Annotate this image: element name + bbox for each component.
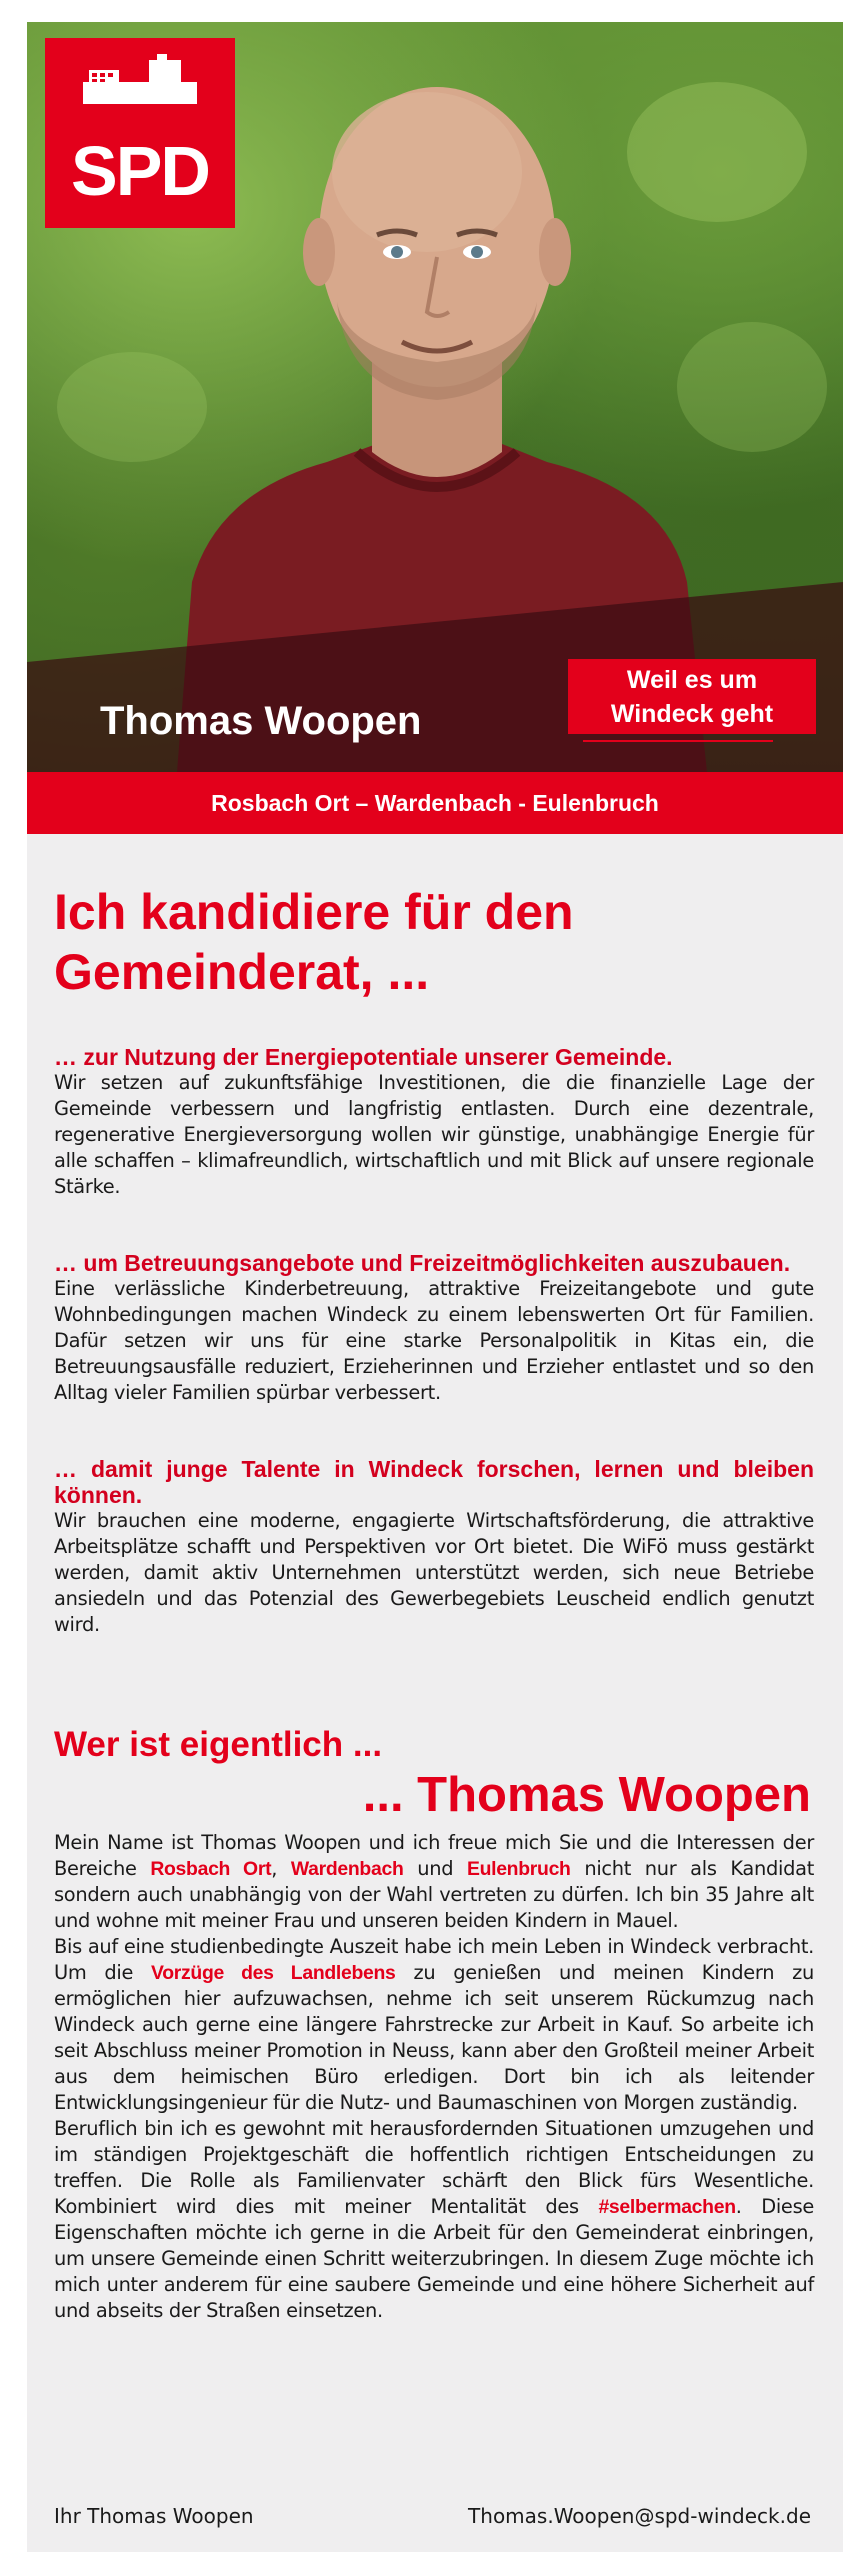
email-link[interactable]: Thomas.Woopen@spd-windeck.de xyxy=(468,2504,811,2528)
highlight-wardenbach: Wardenbach xyxy=(290,1858,404,1880)
slogan-line-1: Weil es um xyxy=(626,666,758,694)
candidate-name: Thomas Woopen xyxy=(100,699,422,743)
highlight-landleben: Vorzüge des Landlebens xyxy=(151,1962,396,1984)
highlight-eulenbruch: Eulenbruch xyxy=(466,1858,571,1880)
about-text xyxy=(54,1830,814,2324)
section-text: Eine verlässliche Kinderbetreuung, attraktive Freizeitangebote und gute Wohnbedingungen machen Windeck zu einem lebenswerten Ort für Familien. Dafür setzen wir uns für eine starke Personalpolitik in Kitas ein, die Betreuungsausfälle reduziert, Erzieherinnen und Erzieher entlastet und so den Alltag vieler Familien spürbar verbessert. xyxy=(54,1277,814,1404)
slogan-box xyxy=(568,659,816,734)
about-paragraph-2: Bis auf eine studienbedingte Auszeit habe ich mein Leben in Windeck verbracht. Um die Vorzüge des Landlebens zu genießen und meinen Kindern zu ermöglichen hier aufzuwachsen, nehme ich seit unserem Rückumzug nach Windeck auch gerne eine längere Fahrstrecke zur Arbeit in Kauf. So arbeite ich seit Abschluss meiner Promotion in Neuss, kann aber den Großteil meiner Arbeit aus dem heimischen Büro erledigen. Dort bin ich als leitender Entwicklungsingenieur für die Nutz- und Baumaschinen von Morgen zuständig. xyxy=(54,1935,815,2114)
about-paragraph-3: Beruflich bin ich es gewohnt mit herausfordernden Situationen umzugehen und im ständigen Projektgeschäft die hoffentlich richtigen Entscheidungen zu treffen. Die Rolle als Familienvater schärft den Blick fürs Wesentliche. Kombiniert wird dies mit meiner Mentalität des #selbermachen. Diese Eigenschaften möchte ich gerne in die Arbeit für den Gemeinderat einbringen, um unsere Gemeinde einen Schritt weiterzubringen. In diesem Zuge möchte ich mich unter anderem für eine saubere Gemeinde und eine höhere Sicherheit auf und abseits der Straßen einsetzen. xyxy=(54,2117,814,2322)
intro-heading-line-2: Gemeinderat, ... xyxy=(54,944,430,1000)
flyer-card xyxy=(27,22,843,2552)
hero-photo xyxy=(27,22,843,772)
section-childcare xyxy=(54,1250,814,1406)
about-paragraph-1: Mein Name ist Thomas Woopen und ich freue mich Sie und die Interessen der Bereiche Rosbach Ort, Wardenbach und Eulenbruch nicht nur als Kandidat sondern auch unabhängig von der Wahl vertreten zu dürfen. Ich bin 35 Jahre alt und wohne mit meiner Frau und unseren beiden Kindern in Mauel. xyxy=(54,1831,814,1932)
slogan-line-2: Windeck geht xyxy=(610,700,774,728)
section-text: Wir setzen auf zukunftsfähige Investitionen, die die finanzielle Lage der Gemeinde verbessern und langfristig entlasten. Durch eine dezentrale, regenerative Energieversorgung wollen wir günstige, unabhängige Energie für alle schaffen – klimafreundlich, wirtschaftlich und mit Blick auf unsere regionale Stärke. xyxy=(54,1071,814,1198)
slogan-underline xyxy=(583,740,773,742)
section-subtitle: … zur Nutzung der Energiepotentiale unserer Gemeinde. xyxy=(54,1044,673,1070)
about-heading-name: ... Thomas Woopen xyxy=(362,1768,811,1822)
section-energy xyxy=(54,1044,814,1200)
region-banner: Rosbach Ort – Wardenbach - Eulenbruch xyxy=(27,772,843,834)
section-text: Wir brauchen eine moderne, engagierte Wirtschaftsförderung, die attraktive Arbeitsplätze schafft und Perspektiven vor Ort bietet. Die WiFö muss gestärkt werden, damit aktiv Unternehmen unterstützt werden, sich neue Betriebe ansiedeln und das Potenzial des Gewerbegebiets Leuscheid endlich genutzt wird. xyxy=(54,1509,814,1636)
about-heading: Wer ist eigentlich ... xyxy=(54,1725,383,1764)
highlight-selbermachen: #selbermachen xyxy=(598,2196,736,2218)
intro-heading-line-1: Ich kandidiere für den xyxy=(54,884,574,940)
section-subtitle: … damit junge Talente in Windeck forschen, lernen und bleiben können. xyxy=(54,1456,814,1508)
intro-heading xyxy=(54,882,774,1002)
section-economy xyxy=(54,1456,814,1638)
logo-text: SPD xyxy=(71,132,209,210)
highlight-rosbach: Rosbach Ort xyxy=(150,1858,272,1880)
logo-building-icon xyxy=(83,54,197,114)
signature: Ihr Thomas Woopen xyxy=(54,2504,254,2528)
spd-logo xyxy=(45,38,235,228)
section-subtitle: … um Betreuungsangebote und Freizeitmöglichkeiten auszubauen. xyxy=(54,1250,791,1276)
